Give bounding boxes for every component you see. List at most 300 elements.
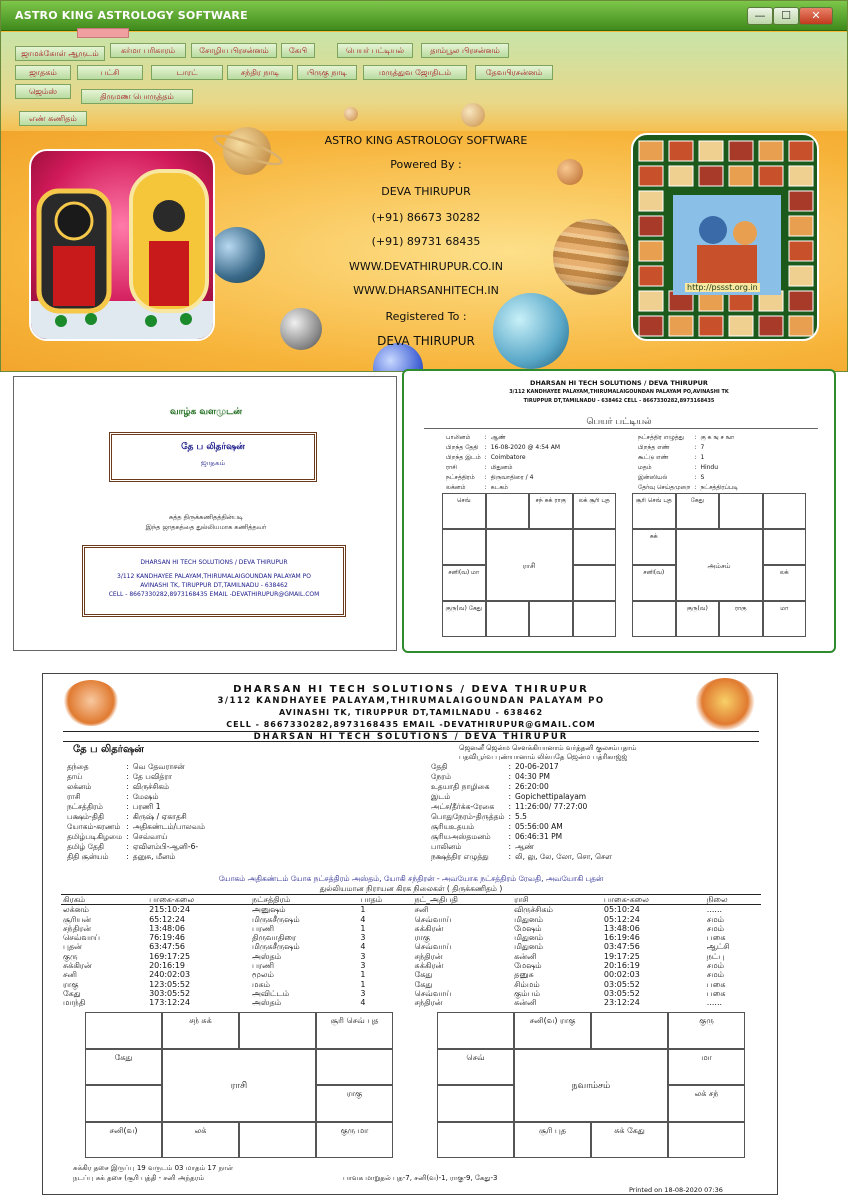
cover-company-frame bbox=[82, 545, 346, 617]
planet-table-cell: 1 bbox=[360, 923, 366, 933]
r1-detail-colon: : bbox=[484, 434, 487, 441]
planet-table-header: நட்_அதிபதி bbox=[414, 895, 458, 904]
chart-house bbox=[763, 529, 807, 565]
planet-table-cell: தனுசு bbox=[514, 970, 534, 980]
r2-detail-colon: : bbox=[508, 802, 512, 811]
r2-detail-colon: : bbox=[126, 812, 129, 821]
chart-house bbox=[239, 1012, 316, 1049]
menu-marriage-matching[interactable]: திருமண பொருத்தம் bbox=[81, 89, 193, 104]
chart-house: ராகு bbox=[316, 1085, 393, 1122]
chart-house: குரு bbox=[668, 1012, 745, 1049]
planet-small-icon bbox=[344, 107, 358, 121]
saint-thumbnail bbox=[669, 166, 693, 186]
planet-table-cell: சந்திரன் bbox=[414, 951, 443, 961]
menu-choliya-prasannam[interactable]: சோழிய பிரசன்னம் bbox=[191, 43, 277, 58]
r2-detail-row bbox=[429, 822, 614, 832]
cover-name-frame bbox=[109, 432, 317, 482]
r2-detail-colon: : bbox=[126, 832, 129, 841]
planet-table-cell: சமம் bbox=[706, 961, 725, 971]
saint-thumbnail bbox=[789, 141, 813, 161]
chart-house bbox=[573, 601, 617, 637]
chart-house bbox=[437, 1012, 514, 1049]
r2-detail-row bbox=[429, 832, 614, 842]
r1-detail-value: Hindu bbox=[700, 464, 719, 471]
cover-name: தே ப லிதர்ஷன் bbox=[181, 442, 245, 452]
r2-detail-row bbox=[429, 842, 614, 852]
r2-detail-value: 06:46:31 PM bbox=[515, 832, 563, 841]
planet-table-cell: சுக்கிரன் bbox=[414, 923, 444, 933]
saint-thumbnail bbox=[729, 166, 753, 186]
planet-table-row bbox=[61, 980, 761, 989]
chart-house: குரு(வ) bbox=[676, 601, 720, 637]
report2-address-1: 3/112 KANDHAYEE PALAYAM,THIRUMALAIGOUNDAN PALAYAM PO bbox=[217, 696, 605, 706]
planet-icon bbox=[461, 103, 485, 127]
r1-detail-colon: : bbox=[484, 464, 487, 471]
r1-detail-value: S bbox=[700, 474, 705, 481]
saints-image bbox=[631, 133, 819, 341]
r2-detail-colon: : bbox=[508, 782, 512, 791]
neptune-icon bbox=[493, 293, 569, 369]
r2-detail-colon: : bbox=[126, 782, 129, 791]
r1-detail-colon: : bbox=[694, 444, 697, 451]
report1-title: பெயர் பட்டியல் bbox=[586, 417, 652, 427]
r2-detail-label: நக்ஷத்திர எழுத்து bbox=[431, 852, 489, 861]
chart-house: செவ் bbox=[442, 493, 486, 529]
r1-detail-row bbox=[636, 453, 740, 463]
r1-detail-row bbox=[444, 473, 562, 483]
menu-chandra-nadi[interactable]: சந்திர நாடி bbox=[227, 65, 293, 80]
mars-icon bbox=[557, 159, 583, 185]
chart-house: கேது bbox=[676, 493, 720, 529]
r2-detail-value: லி, லு, லே, லோ, சொ, சௌ bbox=[515, 852, 612, 861]
planet-table-cell: மூலம் bbox=[252, 970, 274, 980]
planet-table-cell: மிதுனம் bbox=[514, 933, 544, 943]
chart-house: மா bbox=[668, 1049, 745, 1086]
r2-detail-colon: : bbox=[126, 762, 129, 771]
r2-detail-row bbox=[429, 812, 614, 822]
menu-name-list[interactable]: பெயர் பட்டியல் bbox=[337, 43, 413, 58]
r2-detail-label: தேதி bbox=[431, 762, 448, 771]
chart-house: சனி(வ) மா bbox=[442, 565, 486, 601]
menu-brighu-nadi[interactable]: பிருகு நாடி bbox=[297, 65, 357, 80]
r1-detail-label: நட்சத்திர எழுத்து bbox=[638, 434, 684, 441]
r1-detail-row bbox=[636, 473, 740, 483]
report2-bhava-change: பாவக மாறுதல் புத-7, சனி(வ)-1, ராகு-9, கேது-3 bbox=[343, 1174, 498, 1182]
r2-detail-value: பரணி 1 bbox=[132, 802, 161, 811]
chart-house bbox=[573, 565, 617, 601]
chart-house: லக் சந் bbox=[668, 1085, 745, 1122]
planet-table-cell: 03:05:52 bbox=[603, 979, 640, 989]
menu-jathagam[interactable]: ஜாதகம் bbox=[15, 65, 71, 80]
planet-table-cell: திருவாதிரை bbox=[252, 933, 297, 943]
menu-tarot[interactable]: டாரட் bbox=[151, 65, 223, 80]
r1-detail-value: Coimbatore bbox=[490, 454, 526, 461]
planet-table-cell: 4 bbox=[360, 914, 366, 924]
planet-table-header: பாகை-கலை bbox=[603, 895, 649, 904]
active-tab-indicator[interactable] bbox=[77, 28, 129, 38]
r2-detail-value: அதிகண்டம்/பாலவம் bbox=[132, 822, 205, 831]
planet-table-cell: கன்னி bbox=[514, 951, 537, 961]
planet-table-cell: மேஷம் bbox=[514, 961, 542, 971]
chart-house: சூரி புத bbox=[514, 1122, 591, 1159]
planet-table-cell: பரணி bbox=[252, 961, 274, 971]
r2-detail-colon: : bbox=[126, 772, 129, 781]
report2-left-details bbox=[65, 762, 207, 862]
planet-table-cell: மிதுனம் bbox=[514, 914, 544, 924]
planet-table-cell: அஸ்தம் bbox=[252, 998, 282, 1008]
planet-positions-table bbox=[61, 894, 761, 1008]
planet-table-cell: கேது bbox=[63, 988, 81, 998]
r1-detail-row bbox=[636, 483, 740, 493]
chart-house: சுக் கேது bbox=[591, 1122, 668, 1159]
r2-detail-row bbox=[429, 772, 614, 782]
chart-house: சூரி செவ் புத bbox=[316, 1012, 393, 1049]
saint-thumbnail bbox=[639, 191, 663, 211]
menu-kp[interactable]: கேபி bbox=[281, 43, 315, 58]
cover-address-2: AVINASHI TK, TIRUPPUR DT,TAMILNADU - 638462 bbox=[140, 582, 288, 589]
r1-detail-value: 7 bbox=[700, 444, 705, 451]
report1-divider bbox=[424, 428, 818, 429]
r2-detail-row bbox=[65, 822, 207, 832]
r2-detail-value: ஆண் bbox=[515, 842, 535, 851]
r2-detail-colon: : bbox=[508, 822, 512, 831]
chart-house bbox=[316, 1049, 393, 1086]
saint-thumbnail bbox=[789, 216, 813, 236]
r2-detail-colon: : bbox=[508, 792, 512, 801]
r1-detail-colon: : bbox=[694, 474, 697, 481]
r1-detail-colon: : bbox=[484, 454, 487, 461]
r2-detail-row bbox=[65, 772, 207, 782]
close-button[interactable]: ✕ bbox=[799, 7, 833, 25]
planet-table-cell: 4 bbox=[360, 998, 366, 1008]
planet-table-cell: செவ்வாய் bbox=[414, 942, 452, 952]
planet-table-cell: குரு bbox=[63, 951, 78, 961]
cover-company: DHARSAN HI TECH SOLUTIONS / DEVA THIRUPUR bbox=[140, 559, 288, 566]
planet-table-cell: மாந்தி bbox=[63, 998, 86, 1008]
chart-house: சந் சுக் ராகு bbox=[529, 493, 573, 529]
planet-table-cell: 65:12:24 bbox=[149, 914, 186, 924]
r2-detail-label: தாய் bbox=[67, 772, 83, 781]
planet-table-header: நிலை bbox=[706, 895, 728, 904]
cover-address-1: 3/112 KANDHAYEE PALAYAM,THIRUMALAIGOUNDAN PALAYAM PO bbox=[117, 573, 311, 580]
saint-thumbnail bbox=[669, 316, 693, 336]
r2-detail-colon: : bbox=[508, 852, 512, 861]
r1-detail-label: தேர்வு செய்தமுறை bbox=[638, 484, 691, 491]
r2-detail-row bbox=[429, 782, 614, 792]
planet-table-cell: 3 bbox=[360, 961, 366, 971]
planet-table-cell: சந்திரன் bbox=[63, 923, 92, 933]
r1-detail-label: ராசி bbox=[446, 464, 457, 471]
report1-address-2: TIRUPPUR DT,TAMILNADU - 638462 CELL - 8667330282,8973168435 bbox=[523, 398, 715, 404]
title-bar bbox=[1, 1, 848, 31]
r2-detail-row bbox=[429, 762, 614, 772]
planet-table-cell: 03:47:56 bbox=[603, 942, 640, 952]
r1-detail-value: 16-08-2020 @ 4:54 AM bbox=[490, 444, 561, 451]
r2-detail-value: தனுசு, மீனம் bbox=[132, 852, 176, 861]
cover-line-1: சுத்த திருக்கணிதத்தின்படி bbox=[168, 513, 244, 521]
splash-registered-name: DEVA THIRUPUR bbox=[377, 334, 475, 348]
planet-table-cell: 76:19:46 bbox=[149, 933, 186, 943]
chart-center-label: ராசி bbox=[162, 1049, 316, 1122]
menu-gems[interactable]: ஜெம்ஸ் bbox=[15, 84, 71, 99]
menu-medical-astrology[interactable]: மருத்துவ ஜோதிடம் bbox=[363, 65, 467, 80]
planet-table-cell: சுக்கிரன் bbox=[63, 961, 92, 971]
planet-table-cell: மிதுனம் bbox=[514, 942, 544, 952]
saint-thumbnail bbox=[789, 166, 813, 186]
chart-house: லக் bbox=[763, 565, 807, 601]
report2-right-details bbox=[429, 762, 614, 862]
planet-table-header: கிரகம் bbox=[63, 895, 86, 904]
menu-karma-parikaram[interactable]: கர்மா பரிகாரம் bbox=[110, 43, 186, 58]
planet-table-cell: மிருகசீருஷம் bbox=[252, 914, 300, 924]
chart-house: சந் சுக் bbox=[162, 1012, 239, 1049]
r1-detail-value: நட்சத்திரப்படி bbox=[700, 484, 739, 491]
planet-table-cell: சூரியன் bbox=[63, 914, 92, 924]
chart-house: மா bbox=[763, 601, 807, 637]
saint-thumbnail bbox=[789, 266, 813, 286]
planet-table-cell: சனி bbox=[63, 970, 77, 980]
r1-detail-label: பிறந்த இடம் bbox=[446, 454, 481, 461]
planet-table-cell: 05:12:24 bbox=[603, 914, 640, 924]
chart-house: சனி(வ) bbox=[632, 565, 676, 601]
planet-table-cell: 19:17:25 bbox=[603, 951, 640, 961]
r2-detail-colon: : bbox=[126, 842, 129, 851]
chart-house bbox=[719, 493, 763, 529]
r2-detail-value: செவ்வாய் bbox=[132, 832, 168, 841]
r2-detail-row bbox=[65, 782, 207, 792]
r2-detail-colon: : bbox=[126, 802, 129, 811]
report2-contact: CELL - 8667330282,8973168435 EMAIL -DEVATHIRUPUR@GMAIL.COM bbox=[226, 720, 596, 729]
planet-table-cell: 215:10:24 bbox=[149, 905, 191, 915]
report2-banner: DHARSAN HI TECH SOLUTIONS / DEVA THIRUPUR bbox=[63, 731, 759, 742]
r1-detail-label: பிறந்த தேதி bbox=[446, 444, 479, 451]
r2-detail-colon: : bbox=[508, 812, 512, 821]
r2-detail-label: அட்ச/தீர்க்க-ரேகை bbox=[431, 802, 495, 811]
saint-thumbnail bbox=[669, 141, 693, 161]
saint-thumbnail bbox=[759, 166, 783, 186]
r1-detail-colon: : bbox=[694, 454, 697, 461]
r2-detail-value: 05:56:00 AM bbox=[515, 822, 563, 831]
r2-detail-value: விருச்சிகம் bbox=[132, 782, 170, 791]
planet-table-cell: 1 bbox=[360, 970, 366, 980]
saint-thumbnail bbox=[789, 241, 813, 261]
r2-detail-row bbox=[429, 802, 614, 812]
planet-table-cell: 13:48:06 bbox=[149, 923, 186, 933]
chart-house: லக் bbox=[162, 1122, 239, 1159]
planet-table-cell: அனுஷம் bbox=[252, 905, 286, 915]
name-list-report bbox=[402, 369, 836, 653]
saint-thumbnail bbox=[729, 141, 753, 161]
app-window bbox=[0, 0, 848, 372]
report2-name: தே ப லிதர்ஷன் bbox=[73, 744, 144, 755]
menu-thamboola-prasannam[interactable]: தாம்பூல பிரசன்னம் bbox=[421, 43, 509, 58]
r2-detail-value: 26:20:00 bbox=[515, 782, 549, 791]
saint-thumbnail bbox=[699, 141, 723, 161]
planet-table-cell: ராகு bbox=[63, 979, 79, 989]
planet-table-cell: மகம் bbox=[252, 979, 271, 989]
r1-detail-row bbox=[636, 443, 740, 453]
deity-image bbox=[29, 149, 215, 341]
report2-rasi-chart bbox=[85, 1012, 393, 1158]
chart-house: கேது bbox=[85, 1049, 162, 1086]
planet-table-cell: 1 bbox=[360, 979, 366, 989]
menu-jamakkol-arudam[interactable]: ஜாமக்கோள் ஆருடம் bbox=[15, 46, 105, 61]
r2-detail-label: யோகம்-கரணம் bbox=[67, 822, 121, 831]
planet-table-header: நட்சத்திரம் bbox=[252, 895, 291, 904]
planet-table-cell: 3 bbox=[360, 933, 366, 943]
report1-rasi-chart bbox=[442, 493, 616, 637]
chart-house bbox=[486, 601, 530, 637]
r1-detail-label: கூட்டு எண் bbox=[638, 454, 669, 461]
saint-thumbnail bbox=[639, 266, 663, 286]
planet-table-cell: மிருகசீருஷம் bbox=[252, 942, 300, 952]
planet-table-row bbox=[61, 989, 761, 998]
r2-detail-value: 20-06-2017 bbox=[515, 762, 559, 771]
planet-table-cell: செவ்வாய் bbox=[414, 988, 452, 998]
saint-thumbnail bbox=[789, 291, 813, 311]
planet-table-cell: நட்பு bbox=[706, 951, 725, 961]
r1-detail-colon: : bbox=[694, 434, 697, 441]
report2-blessing-2: பதவிபூர்வ புண்யானாம் லிக்யதே ஜென்ம பத்ரிகாஜ்ஜ் bbox=[459, 753, 628, 761]
r2-detail-value: மேஷம் bbox=[132, 792, 159, 801]
r2-detail-colon: : bbox=[508, 762, 512, 771]
chart-house bbox=[763, 493, 807, 529]
report1-address-1: 3/112 KANDHAYEE PALAYAM,THIRUMALAIGOUNDAN PALAYAM PO,AVINASHI TK bbox=[509, 389, 729, 395]
planet-table-cell: 1 bbox=[360, 905, 366, 915]
r2-detail-label: பக்ஷம்-திதி bbox=[67, 812, 105, 821]
r1-detail-label: பாலினம் bbox=[446, 434, 471, 441]
report1-amsam-chart bbox=[632, 493, 806, 637]
report1-company: DHARSAN HI TECH SOLUTIONS / DEVA THIRUPUR bbox=[530, 379, 708, 387]
chart-house bbox=[632, 601, 676, 637]
chart-house bbox=[668, 1122, 745, 1159]
planet-table-cell: 23:12:24 bbox=[603, 998, 640, 1008]
r1-detail-row bbox=[636, 433, 740, 443]
menu-numerology[interactable]: எண் கணிதம் bbox=[19, 111, 87, 126]
splash-phone-2: (+91) 89731 68435 bbox=[371, 235, 481, 248]
r2-detail-label: இடம் bbox=[431, 792, 451, 801]
r1-detail-row bbox=[444, 433, 562, 443]
chart-center-label: அம்சம் bbox=[676, 529, 763, 601]
splash-app-name: ASTRO KING ASTROLOGY SOFTWARE bbox=[324, 134, 528, 147]
saint-thumbnail bbox=[639, 141, 663, 161]
chart-house: குரு மா bbox=[316, 1122, 393, 1159]
r2-detail-label: தந்தை bbox=[67, 762, 89, 771]
planet-table-header: பாகை-கலை bbox=[149, 895, 195, 904]
planet-table-cell: அஸ்தம் bbox=[252, 951, 282, 961]
window-title: ASTRO KING ASTROLOGY SOFTWARE bbox=[15, 9, 248, 22]
r1-detail-value: கடகம் bbox=[490, 484, 508, 491]
r2-detail-label: தமிழ் தேதி bbox=[67, 842, 105, 851]
planet-table-cell: ராகு bbox=[414, 933, 430, 943]
r2-detail-label: நட்சத்திரம் bbox=[67, 802, 103, 811]
r2-detail-colon: : bbox=[126, 852, 129, 861]
planet-table-row bbox=[61, 905, 761, 915]
planet-table-cell: அவிட்டம் bbox=[252, 988, 290, 998]
report2-blessing-1: ஜெனனீ ஜென்ம சௌக்கியானாம் வர்த்தனி குலசம்பதாம் bbox=[459, 744, 637, 752]
planet-table-cell: கும்பம் bbox=[514, 988, 540, 998]
r2-detail-label: பாலினம் bbox=[431, 842, 462, 851]
horoscope-cover-page bbox=[13, 376, 397, 651]
maximize-button[interactable]: ☐ bbox=[773, 7, 799, 25]
report2-yoga: யோகம் அதிகண்டம் யோக நட்சத்திரம் அஸ்தம், யோகி சந்திரன் - அவயோக நட்சத்திரம் ரேவதி, அவயோகி புதன் bbox=[218, 874, 604, 883]
horoscope-report bbox=[42, 673, 778, 1195]
r1-detail-row bbox=[444, 443, 562, 453]
saint-thumbnail bbox=[699, 166, 723, 186]
saint-thumbnail bbox=[639, 241, 663, 261]
planet-table-row bbox=[61, 942, 761, 951]
menu-patchi[interactable]: பட்சி bbox=[77, 65, 143, 80]
chart-house: லக் சூரி புத bbox=[573, 493, 617, 529]
r1-detail-row bbox=[636, 463, 740, 473]
saints-url: http://pssst.org.in bbox=[687, 283, 758, 292]
planet-table-cell: 3 bbox=[360, 988, 366, 998]
planet-table-cell: பகை bbox=[706, 979, 726, 989]
chart-house: சனி(வ) ராகு bbox=[514, 1012, 591, 1049]
r2-detail-row bbox=[429, 792, 614, 802]
chart-house bbox=[573, 529, 617, 565]
r2-detail-row bbox=[65, 832, 207, 842]
chart-house: சூரி செவ் புத bbox=[632, 493, 676, 529]
planet-table-cell: கேது bbox=[414, 979, 433, 989]
report2-address-2: AVINASHI TK, TIRUPPUR DT,TAMILNADU - 638462 bbox=[278, 708, 544, 717]
r2-detail-row bbox=[65, 802, 207, 812]
r2-detail-label: நேரம் bbox=[431, 772, 452, 781]
chart-house: செவ் bbox=[437, 1049, 514, 1086]
planet-table-cell: செவ்வாய் bbox=[63, 933, 101, 943]
cover-greeting: வாழ்க வளமுடன் bbox=[169, 407, 243, 417]
planet-table-cell: 169:17:25 bbox=[149, 951, 191, 961]
r1-detail-colon: : bbox=[484, 474, 487, 481]
cover-subtitle: ஜாதகம் bbox=[200, 459, 226, 467]
report1-left-details bbox=[444, 433, 562, 493]
r2-detail-row bbox=[65, 852, 207, 862]
r2-detail-colon: : bbox=[126, 822, 129, 831]
saint-thumbnail bbox=[639, 216, 663, 236]
saint-thumbnail bbox=[789, 316, 813, 336]
r2-detail-colon: : bbox=[126, 792, 129, 801]
r2-detail-value: கிருஷ் / ஏகாதசி bbox=[132, 812, 187, 821]
saint-thumbnail bbox=[699, 316, 723, 336]
chart-center-label: நவாம்சம் bbox=[514, 1049, 668, 1122]
r2-detail-label: உதயாதி நாழிகை bbox=[431, 782, 490, 791]
report1-right-details bbox=[636, 433, 740, 493]
planet-table-row bbox=[61, 970, 761, 979]
splash-website-1: WWW.DEVATHIRUPUR.CO.IN bbox=[349, 260, 503, 273]
chart-house: குரு(வ) கேது bbox=[442, 601, 486, 637]
r2-detail-value: ஏவிளம்பி-ஆனி-6- bbox=[132, 842, 199, 851]
r2-detail-colon: : bbox=[508, 772, 512, 781]
r2-detail-row bbox=[65, 842, 207, 852]
planet-table-cell: லக்னம் bbox=[63, 905, 89, 915]
planet-table-cell: 3 bbox=[360, 951, 366, 961]
planet-table-cell: 303:05:52 bbox=[149, 988, 191, 998]
planet-table-cell: சுக்கிரன் bbox=[414, 961, 444, 971]
r1-detail-colon: : bbox=[484, 484, 487, 491]
planet-table-row bbox=[61, 998, 761, 1007]
chart-house bbox=[85, 1085, 162, 1122]
report2-table-title: துல்லியமான நிராயன கிரக நிலைகள் ( திருக்கணிதம் ) bbox=[319, 884, 503, 893]
minimize-button[interactable]: — bbox=[747, 7, 773, 25]
planet-table-cell: 4 bbox=[360, 942, 366, 952]
r1-detail-colon: : bbox=[694, 484, 697, 491]
splash-registered-to: Registered To : bbox=[385, 310, 467, 323]
planet-table-header: பாதம் bbox=[360, 895, 383, 904]
menu-deva-prasannam[interactable]: தேவபிரசன்னம் bbox=[475, 65, 553, 80]
r1-detail-colon: : bbox=[694, 464, 697, 471]
saint-thumbnail bbox=[639, 166, 663, 186]
r2-detail-label: சூரியஅஸ்தமனம் bbox=[431, 832, 491, 841]
